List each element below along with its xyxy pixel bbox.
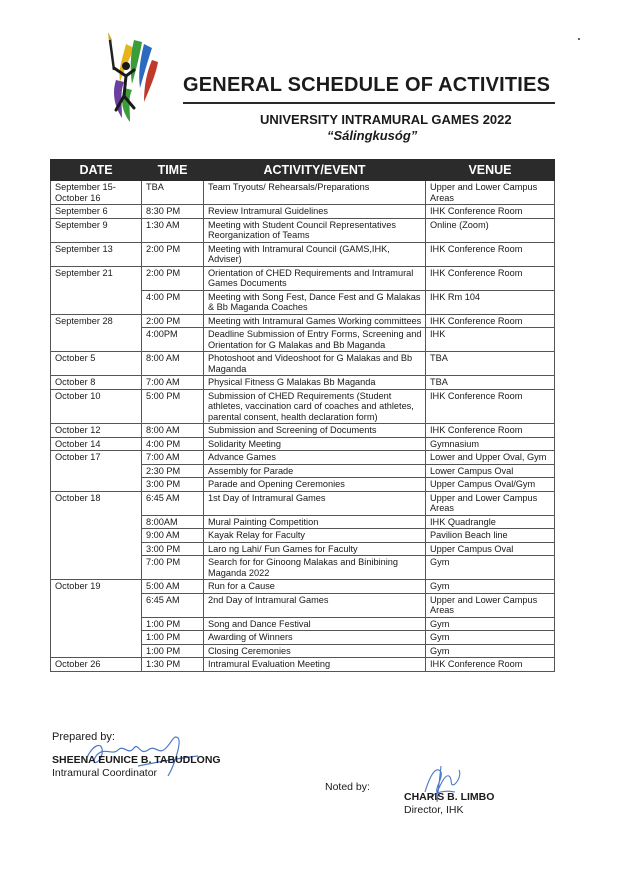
date-cell: October 10: [51, 389, 142, 424]
activity-cell: Orientation of CHED Requirements and Intramural Games Documents: [204, 266, 426, 290]
date-cell: October 19: [51, 580, 142, 658]
time-cell: 2:00 PM: [142, 314, 204, 328]
schedule-table: [50, 159, 555, 672]
venue-cell: Gym: [426, 617, 555, 631]
time-cell: 8:00 AM: [142, 424, 204, 438]
time-cell: 8:00 AM: [142, 352, 204, 376]
table-row: [51, 314, 555, 328]
time-cell: 2:30 PM: [142, 464, 204, 478]
venue-cell: Pavilion Beach line: [426, 529, 555, 543]
activity-cell: Awarding of Winners: [204, 631, 426, 645]
scan-speck: [578, 38, 580, 40]
noted-by-name: CHARIS B. LIMBO: [404, 791, 495, 803]
date-cell: September 28: [51, 314, 142, 352]
date-cell: September 21: [51, 266, 142, 314]
activity-cell: Run for a Cause: [204, 580, 426, 594]
venue-cell: IHK Conference Room: [426, 314, 555, 328]
venue-cell: IHK Rm 104: [426, 290, 555, 314]
activity-cell: Deadline Submission of Entry Forms, Screening and Orientation for G Malakas and Bb Maganda: [204, 328, 426, 352]
activity-cell: Physical Fitness G Malakas Bb Maganda: [204, 376, 426, 390]
prepared-by-name: SHEENA EUNICE B. TABUDLONG: [52, 754, 221, 766]
venue-cell: IHK: [426, 328, 555, 352]
venue-cell: Upper Campus Oval/Gym: [426, 478, 555, 492]
table-row: [51, 424, 555, 438]
time-cell: 8:00AM: [142, 515, 204, 529]
activity-cell: Submission of CHED Requirements (Student athletes, vaccination card of coaches and athletes, parental consent, health declaration form): [204, 389, 426, 424]
activity-cell: 2nd Day of Intramural Games: [204, 593, 426, 617]
date-cell: October 8: [51, 376, 142, 390]
noted-by-label: Noted by:: [325, 781, 370, 793]
table-row: [51, 376, 555, 390]
venue-cell: Online (Zoom): [426, 218, 555, 242]
time-cell: 3:00 PM: [142, 478, 204, 492]
venue-cell: Lower Campus Oval: [426, 464, 555, 478]
date-cell: October 12: [51, 424, 142, 438]
time-cell: 1:30 PM: [142, 658, 204, 672]
time-cell: 4:00 PM: [142, 437, 204, 451]
venue-cell: IHK Conference Room: [426, 266, 555, 290]
venue-cell: IHK Quadrangle: [426, 515, 555, 529]
venue-cell: IHK Conference Room: [426, 389, 555, 424]
time-cell: 4:00PM: [142, 328, 204, 352]
date-cell: September 15-October 16: [51, 181, 142, 205]
activity-cell: Search for for Ginoong Malakas and Binibining Maganda 2022: [204, 556, 426, 580]
time-cell: 1:30 AM: [142, 218, 204, 242]
date-cell: September 13: [51, 242, 142, 266]
time-cell: 7:00 AM: [142, 376, 204, 390]
date-cell: October 14: [51, 437, 142, 451]
venue-cell: Gym: [426, 631, 555, 645]
date-cell: October 5: [51, 352, 142, 376]
activity-cell: Team Tryouts/ Rehearsals/Preparations: [204, 181, 426, 205]
date-cell: September 6: [51, 205, 142, 219]
date-cell: October 26: [51, 658, 142, 672]
activity-cell: Assembly for Parade: [204, 464, 426, 478]
column-header-venue: VENUE: [426, 160, 555, 181]
venue-cell: Gym: [426, 556, 555, 580]
venue-cell: Upper and Lower Campus Areas: [426, 491, 555, 515]
table-row: [51, 181, 555, 205]
time-cell: 2:00 PM: [142, 242, 204, 266]
activity-cell: Parade and Opening Ceremonies: [204, 478, 426, 492]
activity-cell: Submission and Screening of Documents: [204, 424, 426, 438]
venue-cell: IHK Conference Room: [426, 658, 555, 672]
venue-cell: Upper and Lower Campus Areas: [426, 181, 555, 205]
time-cell: 1:00 PM: [142, 644, 204, 658]
time-cell: 4:00 PM: [142, 290, 204, 314]
table-row: [51, 218, 555, 242]
noted-by-role: Director, IHK: [404, 804, 464, 816]
activity-cell: Laro ng Lahi/ Fun Games for Faculty: [204, 542, 426, 556]
date-cell: October 17: [51, 451, 142, 492]
time-cell: 1:00 PM: [142, 631, 204, 645]
venue-cell: Lower and Upper Oval, Gym: [426, 451, 555, 465]
activity-cell: 1st Day of Intramural Games: [204, 491, 426, 515]
time-cell: 6:45 AM: [142, 491, 204, 515]
time-cell: 2:00 PM: [142, 266, 204, 290]
document-title: GENERAL SCHEDULE OF ACTIVITIES: [183, 74, 551, 96]
time-cell: 8:30 PM: [142, 205, 204, 219]
table-row: [51, 451, 555, 465]
table-row: [51, 389, 555, 424]
activity-cell: Advance Games: [204, 451, 426, 465]
time-cell: 9:00 AM: [142, 529, 204, 543]
date-cell: September 9: [51, 218, 142, 242]
table-row: [51, 352, 555, 376]
column-header-activity: ACTIVITY/EVENT: [204, 160, 426, 181]
schedule-body: [51, 181, 555, 672]
activity-cell: Review Intramural Guidelines: [204, 205, 426, 219]
venue-cell: Upper and Lower Campus Areas: [426, 593, 555, 617]
activity-cell: Song and Dance Festival: [204, 617, 426, 631]
table-row: [51, 242, 555, 266]
table-header-row: [51, 160, 555, 181]
venue-cell: TBA: [426, 352, 555, 376]
time-cell: 1:00 PM: [142, 617, 204, 631]
venue-cell: Gym: [426, 644, 555, 658]
time-cell: TBA: [142, 181, 204, 205]
activity-cell: Photoshoot and Videoshoot for G Malakas and Bb Maganda: [204, 352, 426, 376]
time-cell: 5:00 AM: [142, 580, 204, 594]
venue-cell: Gymnasium: [426, 437, 555, 451]
activity-cell: Closing Ceremonies: [204, 644, 426, 658]
activity-cell: Solidarity Meeting: [204, 437, 426, 451]
table-row: [51, 266, 555, 290]
venue-cell: Upper Campus Oval: [426, 542, 555, 556]
venue-cell: IHK Conference Room: [426, 242, 555, 266]
activity-cell: Mural Painting Competition: [204, 515, 426, 529]
time-cell: 7:00 AM: [142, 451, 204, 465]
table-row: [51, 205, 555, 219]
date-cell: October 18: [51, 491, 142, 580]
venue-cell: IHK Conference Room: [426, 424, 555, 438]
time-cell: 3:00 PM: [142, 542, 204, 556]
table-row: [51, 491, 555, 515]
venue-cell: IHK Conference Room: [426, 205, 555, 219]
prepared-by-label: Prepared by:: [52, 731, 115, 743]
activity-cell: Meeting with Intramural Games Working committees: [204, 314, 426, 328]
activity-cell: Meeting with Song Fest, Dance Fest and G Malakas & Bb Maganda Coaches: [204, 290, 426, 314]
time-cell: 6:45 AM: [142, 593, 204, 617]
table-row: [51, 437, 555, 451]
time-cell: 5:00 PM: [142, 389, 204, 424]
table-row: [51, 580, 555, 594]
table-row: [51, 658, 555, 672]
time-cell: 7:00 PM: [142, 556, 204, 580]
activity-cell: Intramural Evaluation Meeting: [204, 658, 426, 672]
activity-cell: Meeting with Intramural Council (GAMS,IHK, Adviser): [204, 242, 426, 266]
column-header-date: DATE: [51, 160, 142, 181]
venue-cell: TBA: [426, 376, 555, 390]
event-tagline: “Sálingkusóg”: [327, 128, 418, 143]
title-underline: [183, 102, 555, 104]
venue-cell: Gym: [426, 580, 555, 594]
activity-cell: Kayak Relay for Faculty: [204, 529, 426, 543]
event-subtitle: UNIVERSITY INTRAMURAL GAMES 2022: [260, 112, 512, 127]
column-header-time: TIME: [142, 160, 204, 181]
prepared-by-role: Intramural Coordinator: [52, 767, 158, 779]
intramural-logo: [100, 30, 162, 125]
activity-cell: Meeting with Student Council Representatives Reorganization of Teams: [204, 218, 426, 242]
